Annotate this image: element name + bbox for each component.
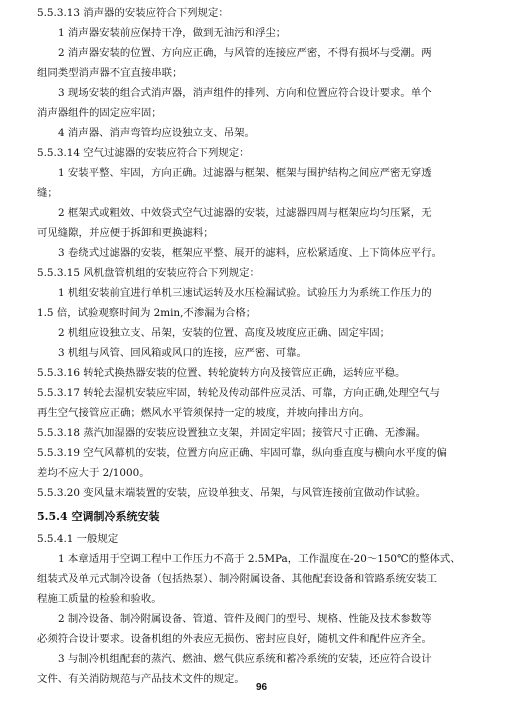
clause-5-5-3-15-heading: 5.5.3.15 风机盘管机组的安装应符合下列规定：	[37, 267, 260, 279]
section-5-5-4-heading: 5.5.4 空调制冷系统安装	[37, 510, 160, 523]
text-line: 1.5 倍，试验观察时间为 2min,不渗漏为合格；	[37, 307, 257, 319]
clause-5-5-3-17: 5.5.3.17 转轮去湿机安装应牢固，转轮及传动部件应灵活、可靠，方向正确,处理空气与	[37, 387, 440, 399]
text-line: 2 制冷设备、制冷附属设备、管道、管件及阀门的型号、规格、性能及技术参数等	[58, 613, 432, 625]
text-line: 1 本章适用于空调工程中工作压力不高于 2.5MPa，工作温度在-20～150℃的整体式、	[58, 553, 461, 565]
text-line: 可见缝隙，并应便于拆卸和更换滤料；	[37, 227, 214, 239]
text-line: 再生空气接管应正确；燃风水平管须保持一定的坡度，并坡向排出方向。	[37, 407, 370, 419]
text-line: 3 现场安装的组合式消声器，消声组件的排列、方向和位置应符合设计要求。单个	[58, 87, 432, 99]
clause-5-5-3-14-heading: 5.5.3.14 空气过滤器的安装应符合下列规定：	[37, 147, 250, 159]
text-line: 组装式及单元式制冷设备（包括热泵）、制冷附属设备、其他配套设备和管路系统安装工	[37, 573, 438, 585]
clause-5-5-3-13-heading: 5.5.3.13 消声器的安装应符合下列规定：	[37, 7, 229, 19]
text-line: 2 框架式或粗效、中效袋式空气过滤器的安装，过滤器四周与框架应均匀压紧，无	[58, 207, 432, 219]
text-line: 1 安装平整、牢固，方向正确。过滤器与框架、框架与围护结构之间应严密无穿透	[58, 167, 432, 179]
text-line: 差均不应大于 2/1000。	[37, 467, 150, 479]
text-line: 程施工质量的检验和验收。	[37, 593, 162, 605]
clause-5-5-3-19: 5.5.3.19 空气风幕机的安装，位置方向应正确、牢固可靠，纵向垂直度与横向水平度的偏	[37, 447, 447, 459]
text-line: 必须符合设计要求。设备机组的外表应无损伤、密封应良好，随机文件和配件应齐全。	[37, 633, 432, 645]
document-body	[37, 3, 499, 689]
clause-5-5-4-1-heading: 5.5.4.1 一般规定	[37, 533, 119, 545]
text-line: 文件、有关消防规范与产品技术文件的规定。	[37, 673, 245, 685]
text-line: 缝；	[37, 187, 58, 199]
clause-5-5-3-20: 5.5.3.20 变风量末端装置的安装，应设单独支、吊架，与风管连接前宜做动作试验。	[37, 487, 427, 499]
clause-5-5-3-18: 5.5.3.18 蒸汽加湿器的安装应设置独立支架，并固定牢固；接管尺寸正确、无渗漏。	[37, 427, 427, 439]
text-line: 1 消声器安装前应保持干净，做到无油污和浮尘；	[58, 27, 287, 39]
text-line: 3 机组与风管、回风箱或风口的连接，应严密、可靠。	[58, 347, 307, 359]
text-line: 3 卷绕式过滤器的安装，框架应平整、展开的滤料，应松紧适度、上下筒体应平行。	[58, 247, 442, 259]
text-line: 3 与制冷机组配套的蒸汽、燃油、燃气供应系统和蓄冷系统的安装，还应符合设计	[58, 653, 432, 665]
text-line: 2 机组应设独立支、吊架，安装的位置、高度及坡度应正确、固定牢固；	[58, 327, 391, 339]
clause-5-5-3-16: 5.5.3.16 转轮式换热器安装的位置、转轮旋转方向及接管应正确，运转应平稳。	[37, 367, 406, 379]
text-line: 消声器组件的固定应牢固；	[37, 107, 162, 119]
text-line: 4 消声器、消声弯管均应设独立支、吊架。	[58, 127, 255, 139]
text-line: 组同类型消声器不宜直接串联；	[37, 67, 183, 79]
text-line: 1 机组安装前宜进行单机三速试运转及水压检漏试验。试验压力为系统工作压力的	[58, 287, 432, 299]
text-line: 2 消声器安装的位置、方向应正确，与风管的连接应严密，不得有损坏与受潮。两	[58, 47, 432, 59]
page-number: 96	[255, 682, 268, 693]
